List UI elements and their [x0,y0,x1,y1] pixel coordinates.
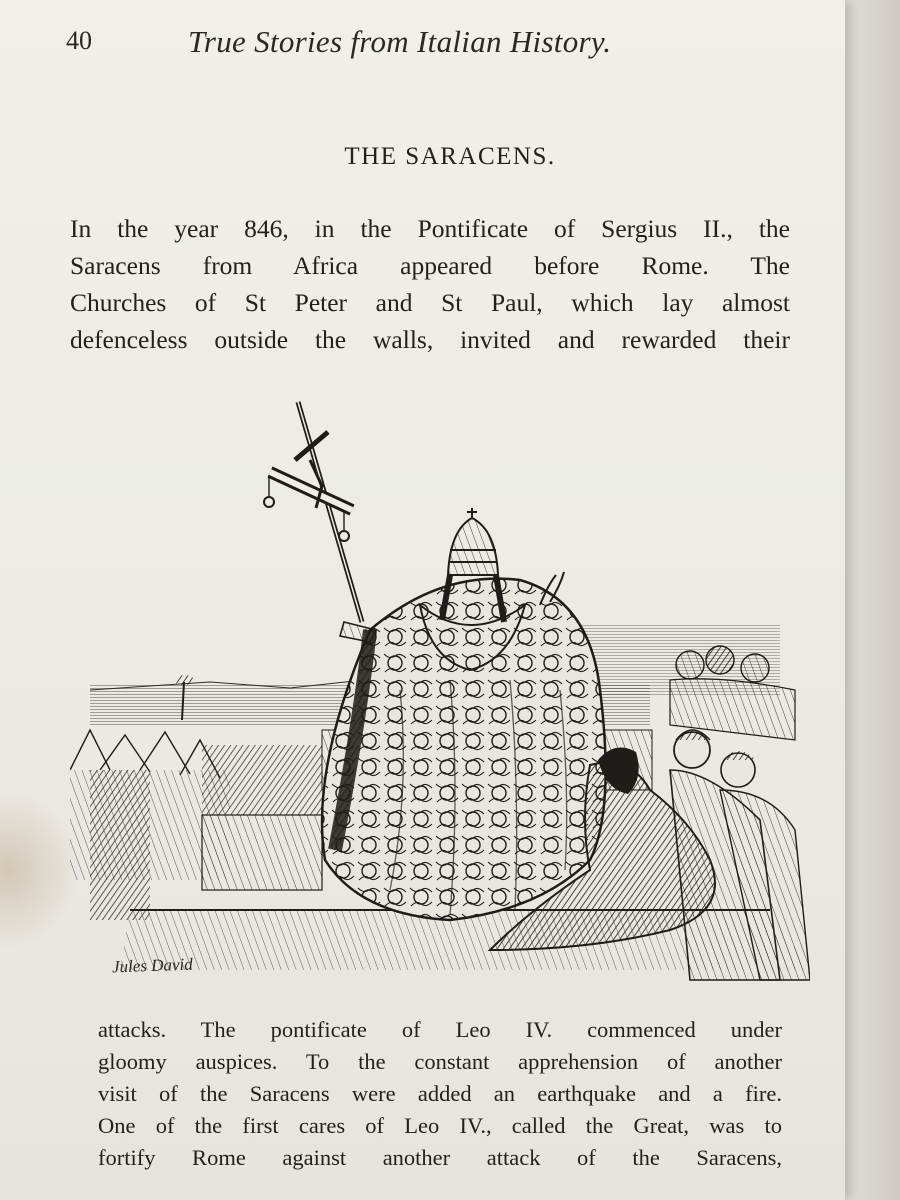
text-line: Churches of St Peter and St Paul, which lay almost [70,288,790,317]
text-line: fortify Rome against another attack of the Saracens, [98,1145,782,1170]
page-number: 40 [66,26,92,55]
engraving-illustration [70,390,810,990]
paragraph-top [70,210,790,358]
text-line: One of the first cares of Leo IV., called the Great, was to [98,1113,782,1138]
processional-cross [264,402,362,622]
page-header [66,16,826,62]
paragraph-bottom [98,1014,782,1174]
text-line: attacks. The pontificate of Leo IV. commenced under [98,1017,782,1042]
running-title: True Stories from Italian History. [188,24,612,59]
page-edge [845,0,900,1200]
artist-signature: Jules David [111,954,194,977]
text-line: visit of the Saracens were added an earthquake and a fire. [98,1081,782,1106]
text-line: Saracens from Africa appeared before Rome. The [70,251,790,280]
paper-stain [0,790,80,950]
crowd-right [670,646,810,980]
text-line: defenceless outside the walls, invited and rewarded their [70,325,790,354]
pope-figure [322,508,606,920]
text-line: In the year 846, in the Pontificate of Sergius II., the [70,214,790,243]
text-line: gloomy auspices. To the constant apprehension of another [98,1049,782,1074]
chapter-title: THE SARACENS. [344,143,556,170]
